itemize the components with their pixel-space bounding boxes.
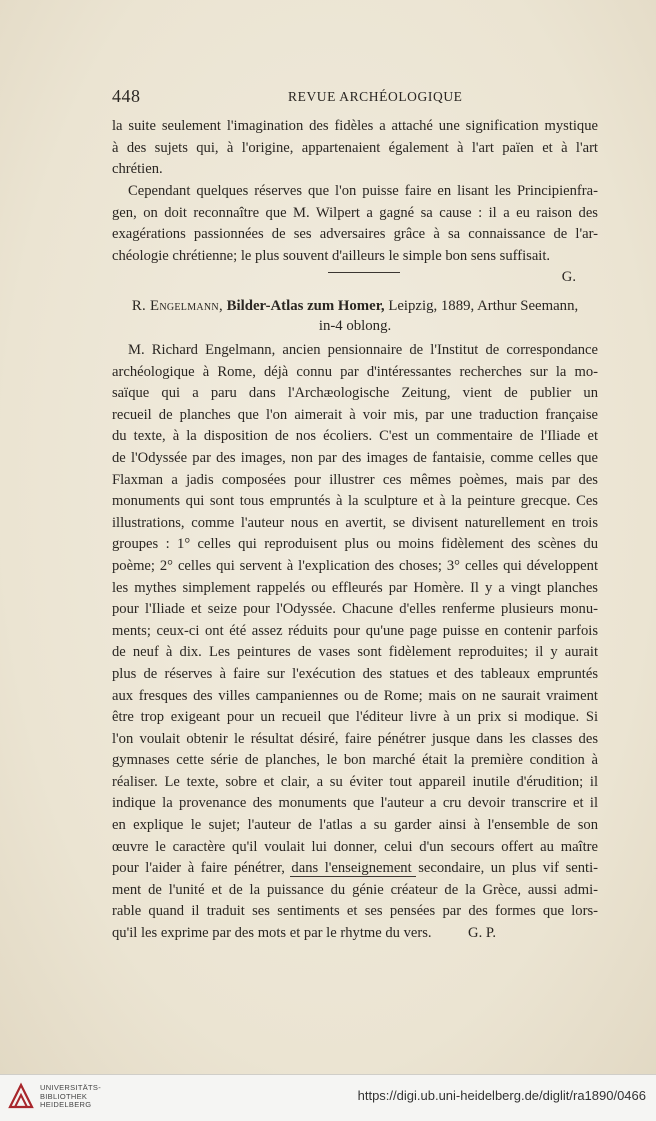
text-line: les mythes simplement rappelés ou effleurés par Homère. Il y a vingt planches bbox=[112, 579, 598, 596]
review-format: in-4 oblong. bbox=[318, 318, 392, 334]
text-line: de neuf à dix. Les peintures de vases sont fidèlement reproduites; il y aurait bbox=[112, 644, 598, 661]
page-header bbox=[0, 86, 656, 110]
text-line: ments; ceux-ci ont été assez réduits pour qu'une page puisse en contenir parfois bbox=[112, 622, 598, 639]
text-line: ment de l'unité et de la puissance du génie créateur de la Grèce, aussi admi- bbox=[112, 881, 598, 898]
text-line: archéologique à Rome, déjà connu par d'intéressantes recherches sur la mo- bbox=[112, 363, 598, 380]
text-line: gen, on doit reconnaître que M. Wilpert a gagné sa cause : il a eu raison des bbox=[112, 204, 598, 221]
text-line: recueil de planches que l'on aimerait à voir mis, par une traduction française bbox=[112, 406, 598, 423]
review-citation bbox=[112, 296, 598, 316]
text-line: Flaxman a jadis composées pour illustrer ces mêmes poèmes, mais par des bbox=[112, 471, 598, 488]
end-divider bbox=[290, 876, 416, 877]
text-line: être trop exigeant pour un recueil que l'éditeur livre à un prix si modique. Si bbox=[112, 709, 598, 726]
text-line: exagérations passionnées de ses adversaires grâce à sa connaissance de l'ar- bbox=[112, 226, 598, 243]
library-footer bbox=[0, 1074, 656, 1121]
library-name bbox=[40, 1084, 101, 1110]
signature: G. bbox=[561, 269, 576, 286]
text-line: chrétien. bbox=[112, 161, 163, 178]
text-line: du texte, à la disposition de nos écoliers. C'est un commentaire de l'Iliade et bbox=[112, 428, 598, 445]
text-line: groupes : 1° celles qui reproduisent plus ou moins fidèlement des scènes du bbox=[112, 536, 598, 553]
text-line: gymnases cette série de planches, le bon marché était la première condition à bbox=[112, 752, 598, 769]
text-line: à des sujets qui, à l'origine, appartenaient également à l'art païen et à l'art bbox=[112, 139, 598, 156]
text-line: plus de réserves à faire sur l'exécution des statues et des tableaux empruntés bbox=[112, 665, 598, 682]
text-line: illustrations, comme l'auteur nous en avertit, se divisent naturellement en trois bbox=[112, 514, 598, 531]
text-line: indique la provenance des monuments que l'auteur a cru devoir transcrire et il bbox=[112, 795, 598, 812]
text-line: rable quand il traduit ses sentiments et ses pensées par des formes que lors- bbox=[112, 903, 598, 920]
text-line: réaliser. Le texte, sobre et clair, a su éviter tout appareil inutile d'érudition; il bbox=[112, 773, 598, 790]
text-line: la suite seulement l'imagination des fidèles a attaché une signification mystique bbox=[112, 118, 598, 134]
text-line: Cependant quelques réserves que l'on puisse faire en lisant les Principienfra- bbox=[128, 183, 598, 199]
library-logo-icon bbox=[6, 1081, 36, 1111]
text-line: pour l'aider à faire pénétrer, dans l'enseignement secondaire, un plus vif senti- bbox=[112, 860, 598, 877]
page-number: 448 bbox=[112, 86, 141, 106]
text-line: poème; 2° celles qui servent à l'explication des choses; 3° celles qui développent bbox=[112, 557, 598, 574]
section-divider bbox=[328, 272, 400, 273]
text-line: M. Richard Engelmann, ancien pensionnaire de l'Institut de correspondance bbox=[128, 342, 598, 358]
running-head: REVUE ARCHÉOLOGIQUE bbox=[288, 89, 463, 104]
text-line: de l'Odyssée par des images, non par des images de fantaisie, comme celles que bbox=[112, 449, 598, 466]
text-line: en explique le sujet; l'auteur de l'atlas a su garder ainsi à l'ensemble de son bbox=[112, 817, 598, 834]
text-line: qu'il les exprime par des mots et par le rhytme du vers. G. P. bbox=[112, 925, 497, 942]
text-line: l'on voulait obtenir le résultat désiré, faire pénétrer jusque dans les classes des bbox=[112, 730, 598, 747]
text-line: saïque qui a paru dans l'Archæologische Zeitung, vient de publier un bbox=[112, 385, 598, 402]
text-line: chéologie chrétienne; le plus souvent d'ailleurs le simple bon sens suffisait. bbox=[112, 247, 551, 264]
library-name-line: BIBLIOTHEK bbox=[40, 1091, 88, 1101]
review-publication: Leipzig, 1889, Arthur Seemann, bbox=[388, 298, 579, 314]
library-name-line: UNIVERSITÄTS- bbox=[40, 1083, 101, 1092]
review-book-title: Bilder-Atlas zum Homer, bbox=[226, 298, 385, 314]
library-name-line: HEIDELBERG bbox=[40, 1100, 92, 1109]
text-line: pour l'Iliade et seize pour l'Odyssée. Chacune d'elles renferme plusieurs monu- bbox=[112, 601, 598, 618]
text-line: aux fresques des villes campaniennes ou de Rome; mais on ne saurait vraiment bbox=[112, 687, 598, 704]
text-line: œuvre le caractère qu'il voulait lui donner, celui d'un secours offert au maître bbox=[112, 838, 598, 855]
source-url-link[interactable]: https://digi.ub.uni-heidelberg.de/diglit/ra1890/0466 bbox=[357, 1088, 646, 1103]
review-body bbox=[112, 340, 598, 945]
intro-paragraph bbox=[112, 116, 598, 181]
review-author: R. Engelmann, bbox=[131, 298, 223, 314]
text-line: monuments qui sont tous empruntés à la sculpture et à la peinture grecque. Ces bbox=[112, 493, 598, 510]
